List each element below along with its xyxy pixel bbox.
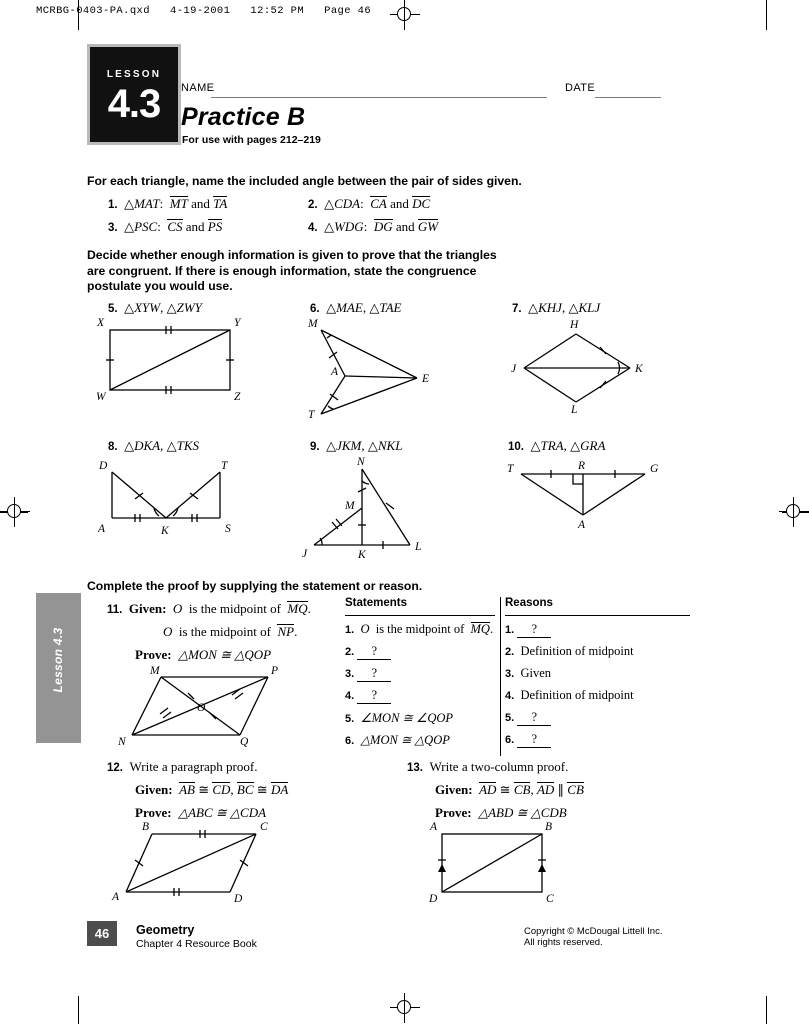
copyright-line-1: Copyright © McDougal Littell Inc.	[524, 926, 663, 937]
proof-row-4-blank[interactable]: ?	[357, 688, 391, 704]
problem-12-given	[135, 782, 288, 798]
name-input-line[interactable]	[211, 97, 547, 98]
problem-3-segment-1: CS	[167, 219, 183, 234]
problem-4-segment-2: GW	[417, 219, 439, 234]
problem-11-given-line-2	[163, 624, 297, 640]
proof-row-5-number: 5.	[345, 713, 355, 725]
registration-mark-right	[779, 497, 809, 527]
proof-reason-4-text: Definition of midpoint	[520, 688, 634, 702]
figure-7	[510, 318, 650, 416]
figure-10-label-G: G	[650, 463, 659, 475]
problem-12-given-seg-1: AB	[179, 782, 195, 797]
copyright-notice	[524, 926, 662, 948]
registration-mark-bottom	[390, 993, 420, 1023]
registration-mark-top	[390, 0, 420, 30]
problem-5-heading: 5. △XYW, △ZWY	[108, 300, 202, 315]
figure-5-label-Z: Z	[234, 391, 241, 403]
problem-11-given-2-segment: NP	[277, 624, 295, 639]
problem-11-given-line-1	[107, 601, 311, 617]
problem-2-segment-1: CA	[370, 196, 387, 211]
date-input-line[interactable]	[595, 97, 661, 98]
problem-3: 3. △PSC: CS and PS	[108, 219, 223, 234]
problem-3-triangle: PSC	[134, 219, 158, 234]
problem-11-prove-label: Prove:	[135, 647, 172, 662]
problem-13-given-cong-1: ≅	[499, 782, 511, 797]
problem-12-given-seg-3: BC	[236, 782, 254, 797]
figure-6-label-M: M	[308, 318, 318, 330]
figure-8-label-S: S	[225, 523, 231, 535]
problem-13-prove	[435, 805, 567, 821]
problem-1: 1. △MAT: MT and TA	[108, 196, 228, 211]
problem-12-given-cong-2: ≅	[256, 782, 268, 797]
figure-11-label-P: P	[271, 665, 279, 677]
figure-8-label-T: T	[221, 460, 228, 472]
problem-12-given-cong-1: ≅	[198, 782, 210, 797]
figure-6-label-A: A	[331, 366, 339, 378]
figure-11-label-N: N	[118, 736, 126, 748]
problem-7-triangle-1: KHJ	[538, 300, 562, 315]
problem-5-triangle-1: XYW	[134, 300, 161, 315]
figure-7-label-J: J	[511, 363, 517, 375]
problem-7-number: 7.	[512, 303, 522, 315]
figure-7-label-L: L	[571, 404, 578, 416]
proof-row-reason-3	[505, 666, 551, 681]
proof-row-statement-6	[345, 732, 450, 748]
page-subtitle: For use with pages 212–219	[182, 134, 321, 146]
proof-reason-4-number: 4.	[505, 690, 515, 702]
problem-2-triangle: CDA	[334, 196, 361, 211]
problem-1-number: 1.	[108, 199, 118, 211]
problem-13-given-seg-3: AD	[536, 782, 555, 797]
figure-12-label-C: C	[260, 821, 268, 833]
figure-9-label-K: K	[358, 549, 366, 561]
figure-6	[305, 318, 440, 421]
proof-row-2-blank[interactable]: ?	[357, 644, 391, 660]
date-label: DATE	[565, 82, 596, 94]
figure-8-label-K: K	[161, 525, 169, 537]
page-title: Practice B	[181, 103, 306, 131]
problem-10-triangle-2: GRA	[580, 438, 606, 453]
problem-11-given-1-segment: MQ	[287, 601, 308, 616]
problem-11-given-2-period: .	[294, 624, 298, 639]
proof-reason-5-blank[interactable]: ?	[517, 710, 551, 726]
proof-table-rule-statements	[345, 615, 495, 616]
figure-11-label-O: O	[197, 702, 206, 714]
proof-row-reason-5	[505, 710, 551, 726]
problem-13-given-seg-2: CB	[513, 782, 531, 797]
figure-13	[418, 820, 578, 905]
problem-3-segment-2: PS	[207, 219, 223, 234]
problem-3-conjunction: and	[185, 219, 205, 234]
problem-12-prompt	[107, 759, 257, 775]
proof-reason-2-text: Definition of midpoint	[520, 644, 634, 658]
proof-table-header-reasons: Reasons	[505, 597, 553, 609]
problem-12-given-seg-4: DA	[270, 782, 289, 797]
problem-1-segment-2: TA	[213, 196, 228, 211]
problem-8-heading: 8. △DKA, △TKS	[108, 438, 199, 453]
figure-5	[95, 318, 250, 403]
figure-12-label-A: A	[112, 891, 120, 903]
figure-5-label-Y: Y	[234, 317, 241, 329]
figure-10-label-A: A	[578, 519, 586, 531]
proof-row-1-text: is the midpoint of	[375, 622, 465, 636]
problem-9-triangle-1: JKM	[336, 438, 362, 453]
instruction-2: Decide whether enough information is given to prove that the triangles are congruent. If there is enough information, state the congruence postulate you would use.	[87, 248, 497, 293]
figure-13-label-D: D	[429, 893, 438, 905]
figure-5-label-W: W	[96, 391, 106, 403]
figure-11-label-M: M	[150, 665, 160, 677]
figure-8-label-A: A	[98, 523, 106, 535]
problem-12-given-seg-2: CD	[212, 782, 231, 797]
proof-row-statement-1	[345, 622, 493, 637]
problem-13-prompt	[407, 759, 568, 775]
figure-10-label-R: R	[578, 460, 586, 472]
problem-12-given-label: Given:	[135, 782, 173, 797]
problem-9-heading: 9. △JKM, △NKL	[310, 438, 403, 453]
proof-row-1-point: O	[360, 622, 370, 636]
problem-13-number: 13.	[407, 762, 423, 774]
lesson-badge-number: 4.3	[107, 82, 161, 126]
proof-row-5-text: ∠MON ≅ ∠QOP	[360, 711, 454, 725]
problem-13-given-seg-1: AD	[479, 782, 497, 797]
figure-6-label-T: T	[308, 409, 315, 421]
proof-reason-3-text: Given	[520, 666, 551, 680]
problem-13-given-label: Given:	[435, 782, 473, 797]
proof-reason-3-number: 3.	[505, 668, 515, 680]
proof-row-4-number: 4.	[345, 690, 355, 702]
problem-11-number: 11.	[107, 604, 123, 616]
problem-5-triangle-2: ZWY	[176, 300, 202, 315]
problem-12-prompt-text: Write a paragraph proof.	[129, 759, 258, 774]
figure-9-label-L: L	[415, 541, 422, 553]
crop-mark-right-top	[766, 0, 767, 30]
problem-13-prompt-text: Write a two-column proof.	[429, 759, 569, 774]
figure-9-label-M: M	[345, 500, 355, 512]
problem-8-number: 8.	[108, 441, 118, 453]
figure-8-label-D: D	[99, 460, 108, 472]
problem-11-given-2-point: O	[163, 624, 173, 639]
problem-11-given-1-period: .	[307, 601, 311, 616]
proof-reason-1-blank[interactable]: ?	[517, 622, 551, 638]
proof-reason-1-number: 1.	[505, 624, 515, 636]
problem-8-triangle-1: DKA	[134, 438, 161, 453]
problem-12-prove-label: Prove:	[135, 805, 172, 820]
figure-11	[118, 665, 308, 750]
problem-8-triangle-2: TKS	[176, 438, 199, 453]
proof-row-6-number: 6.	[345, 735, 355, 747]
problem-5-number: 5.	[108, 303, 118, 315]
proof-row-1-number: 1.	[345, 624, 355, 636]
problem-11-given-1-point: O	[172, 601, 183, 616]
problem-7-heading: 7. △KHJ, △KLJ	[512, 300, 601, 315]
proof-table-divider	[500, 597, 501, 756]
figure-12-label-B: B	[142, 821, 150, 833]
figure-8	[95, 458, 245, 538]
problem-7-triangle-2: KLJ	[578, 300, 601, 315]
problem-1-conjunction: and	[191, 196, 210, 211]
proof-row-reason-2	[505, 644, 634, 659]
problem-6-number: 6.	[310, 303, 320, 315]
problem-2: 2. △CDA: CA and DC	[308, 196, 431, 211]
proof-row-6-text: △MON ≅ △QOP	[360, 733, 450, 747]
proof-reason-6-blank[interactable]: ?	[517, 732, 551, 748]
problem-2-number: 2.	[308, 199, 318, 211]
proof-row-statement-4	[345, 688, 391, 704]
figure-13-label-A: A	[430, 821, 438, 833]
instruction-3: Complete the proof by supplying the statement or reason.	[87, 579, 423, 593]
file-header-text: MCRBG-0403-PA.qxd 4-19-2001 12:52 PM Page 46	[36, 5, 372, 17]
problem-11-prove: Prove: △MON ≅ △QOP	[135, 647, 272, 662]
proof-row-1-segment: MQ	[470, 622, 490, 636]
proof-row-reason-1	[505, 622, 551, 638]
registration-mark-left	[0, 497, 30, 527]
figure-12	[110, 820, 290, 905]
copyright-line-2: All rights reserved.	[524, 937, 603, 948]
proof-row-statement-3	[345, 666, 391, 682]
problem-4-number: 4.	[308, 222, 318, 234]
proof-table-header-statements: Statements	[345, 597, 407, 609]
problem-10-triangle-1: TRA	[540, 438, 564, 453]
footer-subtitle: Chapter 4 Resource Book	[136, 938, 257, 950]
problem-4: 4. △WDG: DG and GW	[308, 219, 439, 234]
problem-13-given-seg-4: CB	[567, 782, 584, 797]
problem-12-prove-text: △ABC ≅ △CDA	[178, 805, 267, 820]
proof-reason-6-number: 6.	[505, 734, 515, 746]
problem-11-given-2-text: is the midpoint of	[178, 624, 271, 639]
name-date-row	[181, 80, 661, 98]
problem-13-given	[435, 782, 584, 798]
figure-9-label-N: N	[357, 456, 365, 468]
side-lesson-tab	[36, 593, 81, 743]
page-number-badge: 46	[87, 921, 117, 946]
proof-table-rule-reasons	[505, 615, 690, 616]
figure-9	[300, 455, 440, 560]
proof-row-reason-4	[505, 688, 634, 703]
figure-7-label-K: K	[635, 363, 643, 375]
figure-7-label-H: H	[570, 319, 579, 331]
crop-mark-right-bottom	[766, 996, 767, 1024]
figure-11-label-Q: Q	[240, 736, 249, 748]
crop-mark-left-bottom	[78, 996, 79, 1024]
figure-9-label-J: J	[302, 548, 308, 560]
problem-6-heading: 6. △MAE, △TAE	[310, 300, 402, 315]
problem-13-given-comma: ,	[530, 782, 534, 797]
problem-11-prove-text: MON ≅ △QOP	[188, 647, 272, 662]
problem-4-segment-1: DG	[373, 219, 393, 234]
figure-6-label-E: E	[422, 373, 430, 385]
proof-row-reason-6	[505, 732, 551, 748]
problem-2-segment-2: DC	[412, 196, 431, 211]
proof-reason-5-number: 5.	[505, 712, 515, 724]
figure-10	[505, 460, 665, 530]
figure-10-label-T: T	[507, 463, 514, 475]
problem-12-number: 12.	[107, 762, 123, 774]
proof-row-2-number: 2.	[345, 646, 355, 658]
figure-12-label-D: D	[234, 893, 243, 905]
figure-5-label-X: X	[97, 317, 105, 329]
lesson-badge	[87, 44, 181, 145]
proof-row-3-blank[interactable]: ?	[357, 666, 391, 682]
problem-13-prove-label: Prove:	[435, 805, 472, 820]
problem-1-triangle: MAT	[134, 196, 160, 211]
problem-13-prove-text: △ABD ≅ △CDB	[478, 805, 567, 820]
footer-title: Geometry	[136, 923, 195, 937]
proof-row-1-period: .	[489, 622, 494, 636]
figure-13-label-C: C	[546, 893, 554, 905]
instruction-1: For each triangle, name the included angle between the pair of sides given.	[87, 174, 522, 188]
proof-row-3-number: 3.	[345, 668, 355, 680]
lesson-badge-label: LESSON	[106, 69, 162, 80]
problem-3-number: 3.	[108, 222, 118, 234]
problem-9-number: 9.	[310, 441, 320, 453]
problem-10-heading: 10. △TRA, △GRA	[508, 438, 606, 453]
problem-11-given-1-text: is the midpoint of	[188, 601, 281, 616]
problem-6-triangle-2: TAE	[379, 300, 402, 315]
problem-10-number: 10.	[508, 441, 524, 453]
proof-reason-2-number: 2.	[505, 646, 515, 658]
problem-11-given-label: Given:	[128, 601, 167, 616]
problem-4-triangle: WDG	[334, 219, 364, 234]
name-label: NAME	[181, 82, 215, 94]
figure-13-label-B: B	[545, 821, 553, 833]
problem-2-conjunction: and	[390, 196, 409, 211]
proof-row-statement-5	[345, 710, 453, 726]
problem-4-conjunction: and	[395, 219, 415, 234]
problem-12-prove	[135, 805, 266, 821]
side-lesson-tab-label: Lesson 4.3	[51, 627, 65, 693]
problem-12-given-comma: ,	[230, 782, 234, 797]
problem-13-given-parallel: ∥	[557, 782, 565, 797]
proof-row-statement-2	[345, 644, 391, 660]
problem-9-triangle-2: NKL	[377, 438, 403, 453]
problem-6-triangle-1: MAE	[336, 300, 363, 315]
problem-1-segment-1: MT	[169, 196, 188, 211]
